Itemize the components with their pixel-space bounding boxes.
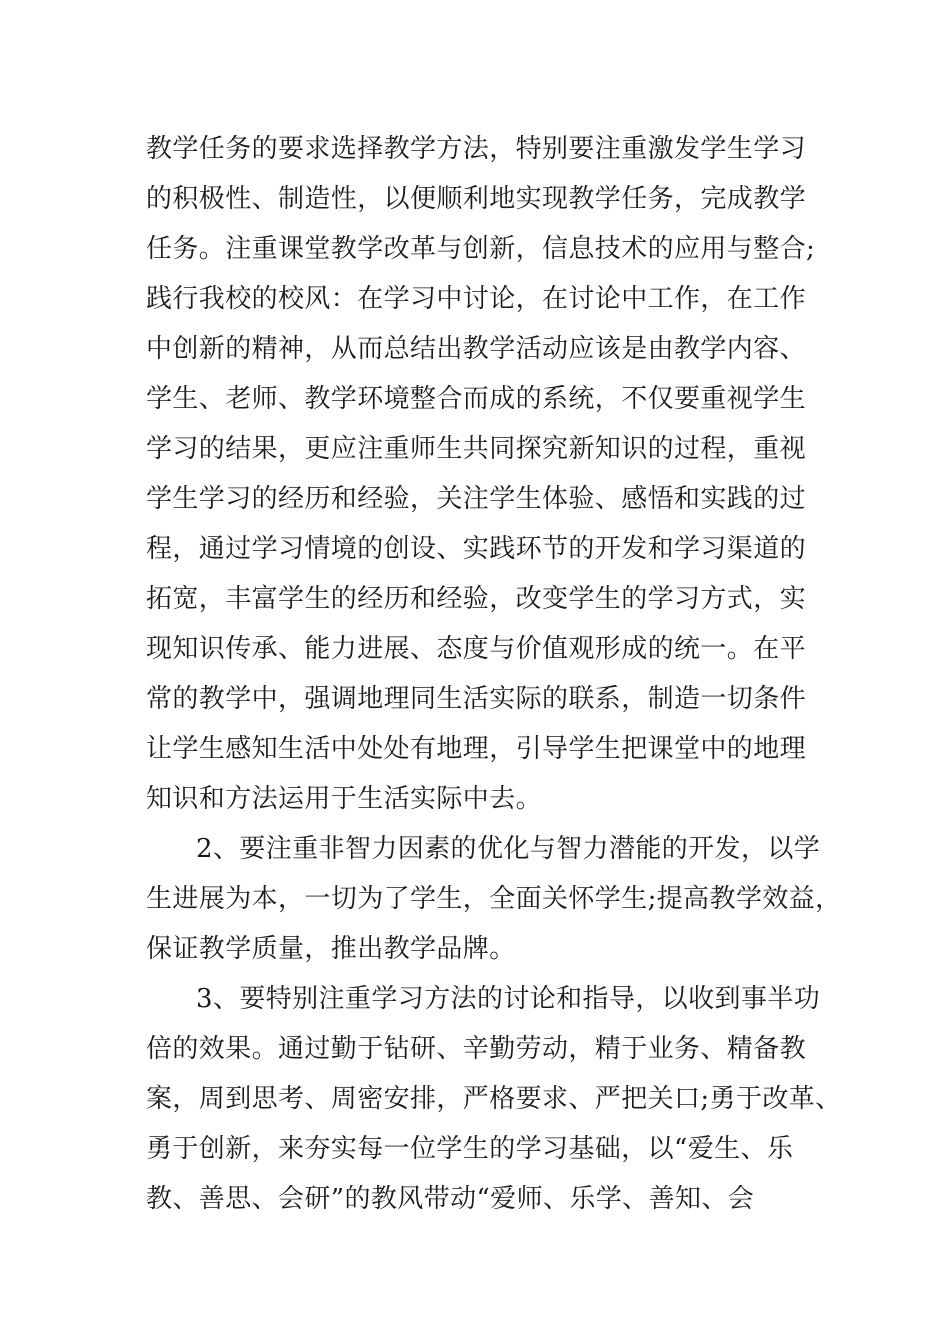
text-line: 学生学习的经历和经验，关注学生体验、感悟和实践的过 bbox=[146, 484, 807, 514]
text-line: 常的教学中，强调地理同生活实际的联系，制造一切条件 bbox=[146, 684, 807, 714]
text-line: 践行我校的校风：在学习中讨论，在讨论中工作，在工作 bbox=[146, 284, 807, 314]
text-line: 拓宽，丰富学生的经历和经验，改变学生的学习方式，实 bbox=[146, 584, 807, 614]
body-text bbox=[146, 124, 842, 1224]
text-line: 任务。注重课堂教学改革与创新，信息技术的应用与整合; bbox=[146, 234, 816, 264]
text-line: 案，周到思考、周密安排，严格要求、严把关口;勇于改革、 bbox=[146, 1084, 842, 1114]
text-line: 学习的结果，更应注重师生共同探究新知识的过程，重视 bbox=[146, 434, 807, 464]
text-line: 让学生感知生活中处处有地理，引导学生把课堂中的地理 bbox=[146, 734, 807, 764]
text-line: 中创新的精神，从而总结出教学活动应该是由教学内容、 bbox=[146, 334, 807, 364]
text-line: 倍的效果。通过勤于钻研、辛勤劳动，精于业务、精备教 bbox=[146, 1034, 807, 1064]
text-line: 勇于创新，来夯实每一位学生的学习基础，以“爱生、乐 bbox=[146, 1134, 794, 1164]
text-line: 现知识传承、能力进展、态度与价值观形成的统一。在平 bbox=[146, 634, 807, 664]
text-line: 教、善思、会研”的教风带动“爱师、乐学、善知、会 bbox=[146, 1184, 755, 1214]
paragraph-2-first-line: 2、要注重非智力因素的优化与智力潜能的开发，以学 bbox=[196, 834, 821, 864]
text-line: 保证教学质量，推出教学品牌。 bbox=[146, 934, 516, 964]
text-line: 程，通过学习情境的创设、实践环节的开发和学习渠道的 bbox=[146, 534, 807, 564]
text-line: 学生、老师、教学环境整合而成的系统，不仅要重视学生 bbox=[146, 384, 807, 414]
text-line: 知识和方法运用于生活实际中去。 bbox=[146, 784, 543, 814]
paragraph-3-first-line: 3、要特别注重学习方法的讨论和指导，以收到事半功 bbox=[196, 984, 821, 1014]
text-line: 教学任务的要求选择教学方法，特别要注重激发学生学习 bbox=[146, 134, 807, 164]
text-line: 生进展为本，一切为了学生，全面关怀学生;提高教学效益， bbox=[146, 884, 842, 914]
text-line: 的积极性、制造性，以便顺利地实现教学任务，完成教学 bbox=[146, 184, 807, 214]
